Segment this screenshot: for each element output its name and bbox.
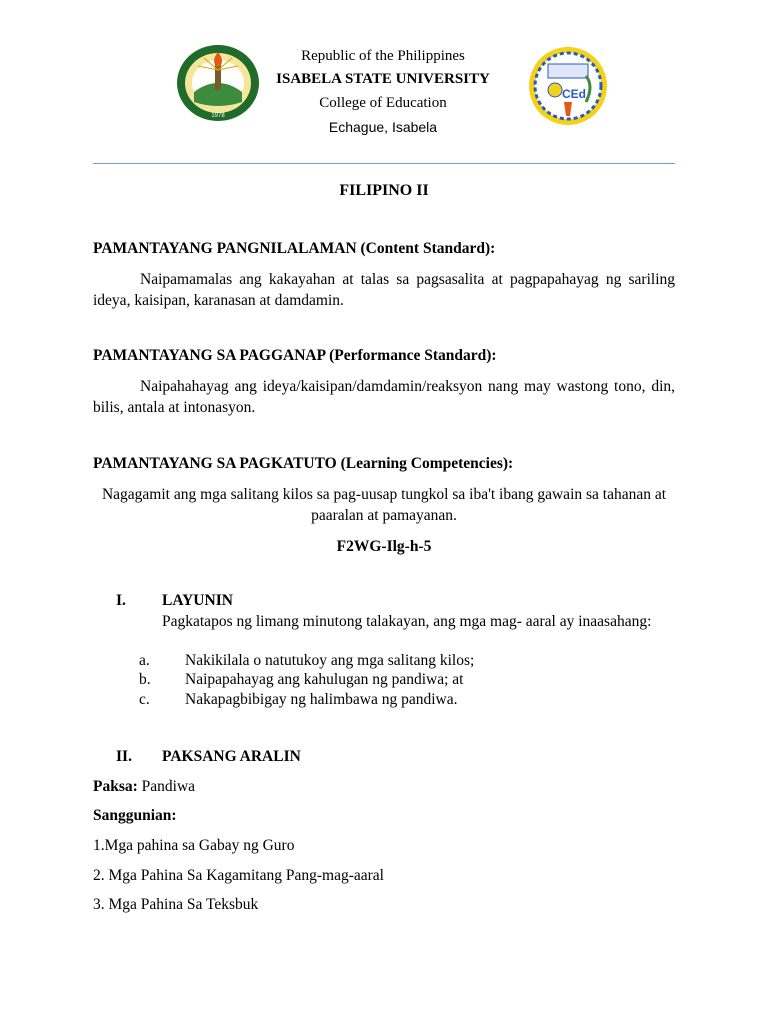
header-republic: Republic of the Philippines (301, 48, 465, 64)
paksa-label: Paksa: (93, 778, 138, 795)
paksa-line (93, 778, 195, 796)
content-standard-text: Naipamamalas ang kakayahan at talas sa pagsasalita at pagpapahayag ng sariling ideya, kaisipan, karanasan at damdamin. (93, 271, 675, 309)
header-college: College of Education (319, 95, 447, 111)
objective-letter: b. (139, 671, 151, 688)
learning-competencies-heading: PAMANTAYANG SA PAGKATUTO (Learning Competencies): (93, 455, 514, 472)
section-2-heading: PAKSANG ARALIN (162, 748, 301, 765)
performance-standard-text: Naipahahayag ang ideya/kaisipan/damdamin/reaksyon nang may wastong tono, din, bilis, antala at intonasyon. (93, 378, 675, 416)
header-location: Echague, Isabela (328, 119, 438, 135)
svg-text:CEd: CEd (562, 87, 586, 101)
document-title: FILIPINO II (339, 182, 429, 199)
header-divider (93, 163, 675, 164)
section-1-heading: LAYUNIN (162, 592, 233, 609)
paksa-value: Pandiwa (137, 778, 196, 795)
objective-letter: a. (139, 652, 150, 669)
performance-standard-heading: PAMANTAYANG SA PAGGANAP (Performance Standard): (93, 347, 497, 364)
competency-code: F2WG-Ilg-h-5 (336, 538, 432, 555)
college-of-education-logo (528, 46, 608, 126)
svg-text:1978: 1978 (211, 113, 225, 119)
content-standard-heading: PAMANTAYANG PANGNILALAMAN (Content Standard): (93, 240, 496, 257)
objective-letter: c. (139, 691, 150, 708)
sanggunian-label: Sanggunian: (93, 807, 177, 824)
reference-item: 1.Mga pahina sa Gabay ng Guro (93, 837, 295, 854)
objective-item: Naipapahayag ang kahulugan ng pandiwa; at (185, 671, 464, 688)
section-2-numeral: II. (116, 748, 132, 765)
objective-item: Nakikilala o natutukoy ang mga salitang kilos; (185, 652, 475, 669)
isabela-state-university-seal (176, 44, 260, 122)
learning-competencies-text: Nagagamit ang mga salitang kilos sa pag-uusap tungkol sa iba't ibang gawain sa tahanan at paaralan at pamayanan. (101, 486, 667, 524)
section-1-numeral: I. (116, 592, 126, 609)
header-university-name: ISABELA STATE UNIVERSITY (276, 71, 490, 87)
section-1-intro: Pagkatapos ng limang minutong talakayan, ang mga mag- aaral ay inaasahang: (162, 613, 652, 630)
objective-item: Nakapagbibigay ng halimbawa ng pandiwa. (185, 691, 458, 708)
reference-item: 2. Mga Pahina Sa Kagamitang Pang-mag-aaral (93, 867, 384, 884)
reference-item: 3. Mga Pahina Sa Teksbuk (93, 896, 259, 913)
